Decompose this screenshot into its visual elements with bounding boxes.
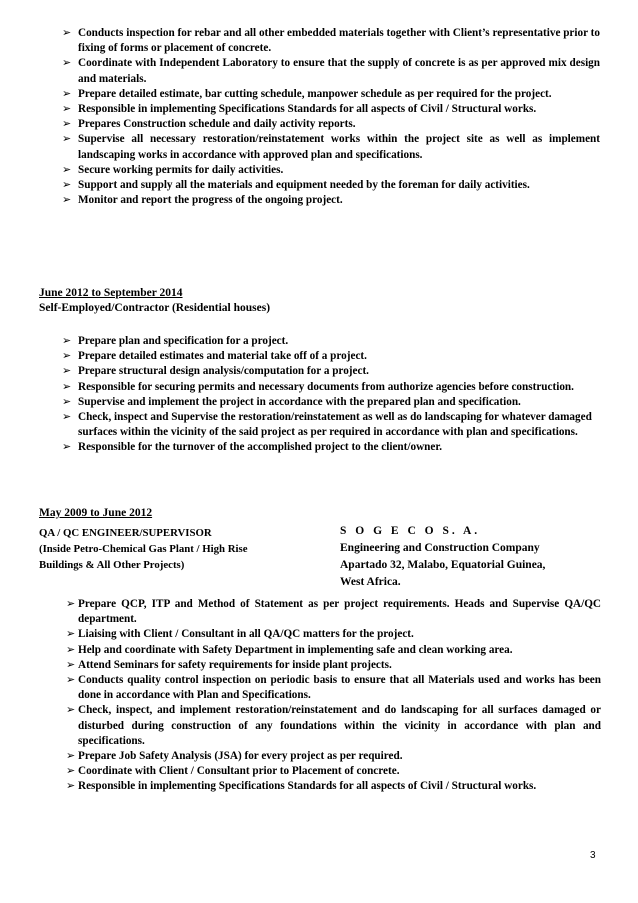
section1-duties-list (62, 26, 600, 208)
list-item: ➢ Responsible for the turnover of the accomplished project to the client/owner. (62, 440, 600, 455)
arrow-bullet-icon: ➢ (66, 780, 76, 793)
list-item: ➢ Responsible in implementing Specifications Standards for all aspects of Civil / Structural works. (66, 779, 601, 794)
list-item: ➢ Supervise and implement the project in accordance with the prepared plan and specification. (62, 395, 600, 410)
arrow-bullet-icon: ➢ (62, 163, 72, 176)
arrow-bullet-icon: ➢ (66, 598, 76, 610)
section2-date-range: June 2012 to September 2014 (39, 287, 183, 299)
section3-role-block (39, 525, 309, 573)
section3-role-title: QA / QC ENGINEER/SUPERVISOR (39, 527, 212, 539)
list-item: ➢ Prepare plan and specification for a project. (62, 334, 600, 349)
list-item: ➢ Support and supply all the materials and equipment needed by the foreman for daily activities. (62, 178, 600, 193)
list-item: ➢ Prepare Job Safety Analysis (JSA) for every project as per required. (66, 749, 601, 764)
list-item: ➢ Conducts quality control inspection on periodic basis to ensure that all Materials used and works has been done in accordance with Plan and Specifications. (66, 674, 601, 702)
section3-role-scope-line1: (Inside Petro-Chemical Gas Plant / High Rise (39, 543, 248, 555)
arrow-bullet-icon: ➢ (66, 704, 76, 717)
list-item: ➢ Prepare detailed estimates and material take off of a project. (62, 349, 600, 364)
section2-duties-list (62, 334, 600, 456)
arrow-bullet-icon: ➢ (62, 194, 72, 207)
company-address: Apartado 32, Malabo, Equatorial Guinea, (340, 559, 546, 571)
list-item: ➢ Prepare detailed estimate, bar cutting schedule, manpower schedule as per required for the project. (62, 87, 600, 102)
arrow-bullet-icon: ➢ (62, 380, 72, 393)
section3-date-range: May 2009 to June 2012 (39, 507, 153, 519)
page-number: 3 (590, 850, 596, 861)
list-item: ➢ Liaising with Client / Consultant in all QA/QC matters for the project. (66, 627, 601, 642)
list-item: ➢ Responsible in implementing Specifications Standards for all aspects of Civil / Structural works. (62, 102, 600, 117)
section3-duties-list (66, 597, 601, 795)
arrow-bullet-icon: ➢ (62, 103, 72, 116)
arrow-bullet-icon: ➢ (62, 179, 72, 192)
arrow-bullet-icon: ➢ (62, 365, 72, 378)
list-item: ➢ Attend Seminars for safety requirements for inside plant projects. (66, 658, 601, 673)
company-region: West Africa. (340, 576, 401, 588)
list-item: ➢ Prepare QCP, ITP and Method of Statement as per project requirements. Heads and Supervise QA/QC department. (66, 598, 601, 626)
company-block (340, 523, 610, 591)
list-item: ➢ Prepares Construction schedule and daily activity reports. (62, 117, 600, 132)
section3-role-scope-line2: Buildings & All Other Projects) (39, 559, 185, 571)
arrow-bullet-icon: ➢ (66, 628, 76, 641)
arrow-bullet-icon: ➢ (66, 658, 76, 671)
list-item: ➢ Monitor and report the progress of the ongoing project. (62, 193, 600, 208)
arrow-bullet-icon: ➢ (62, 87, 72, 100)
arrow-bullet-icon: ➢ (62, 335, 72, 347)
arrow-bullet-icon: ➢ (62, 411, 72, 424)
arrow-bullet-icon: ➢ (62, 133, 72, 146)
arrow-bullet-icon: ➢ (66, 765, 76, 778)
list-item: ➢ Check, inspect, and implement restoration/reinstatement and do landscaping for all surfaces damaged or disturbed during construction of any foundations within the vicinity in accordance with plan and specifications. (66, 704, 601, 747)
arrow-bullet-icon: ➢ (62, 57, 72, 70)
list-item: ➢ Coordinate with Client / Consultant prior to Placement of concrete. (66, 764, 601, 779)
arrow-bullet-icon: ➢ (62, 441, 72, 454)
list-item: ➢ Coordinate with Independent Laboratory to ensure that the supply of concrete is as per approved mix design and materials. (62, 57, 600, 85)
company-description: Engineering and Construction Company (340, 542, 540, 554)
arrow-bullet-icon: ➢ (62, 350, 72, 363)
arrow-bullet-icon: ➢ (62, 395, 72, 408)
list-item: ➢ Check, inspect and Supervise the restoration/reinstatement as well as do landscaping for whatever damaged surfaces within the vicinity of the said project as per required in accordance with plan and specifications. (62, 411, 592, 439)
list-item: ➢ Prepare structural design analysis/computation for a project. (62, 364, 600, 379)
list-item: ➢ Supervise all necessary restoration/reinstatement works within the project site as well as implement landscaping works in accordance with approved plan and specifications. (62, 133, 600, 161)
list-item: ➢ Responsible for securing permits and necessary documents from authorize agencies before construction. (62, 380, 600, 395)
company-name: S O G E C O S. A. (340, 525, 481, 537)
arrow-bullet-icon: ➢ (66, 750, 76, 763)
arrow-bullet-icon: ➢ (66, 674, 76, 687)
arrow-bullet-icon: ➢ (66, 643, 76, 656)
arrow-bullet-icon: ➢ (62, 118, 72, 131)
arrow-bullet-icon: ➢ (62, 27, 72, 39)
list-item: ➢ Conducts inspection for rebar and all other embedded materials together with Client’s representative prior to fixing of forms or placement of concrete. (62, 27, 600, 55)
list-item: ➢ Secure working permits for daily activities. (62, 163, 600, 178)
section2-role: Self-Employed/Contractor (Residential houses) (39, 302, 271, 314)
list-item: ➢ Help and coordinate with Safety Department in implementing safe and clean working area. (66, 643, 601, 658)
